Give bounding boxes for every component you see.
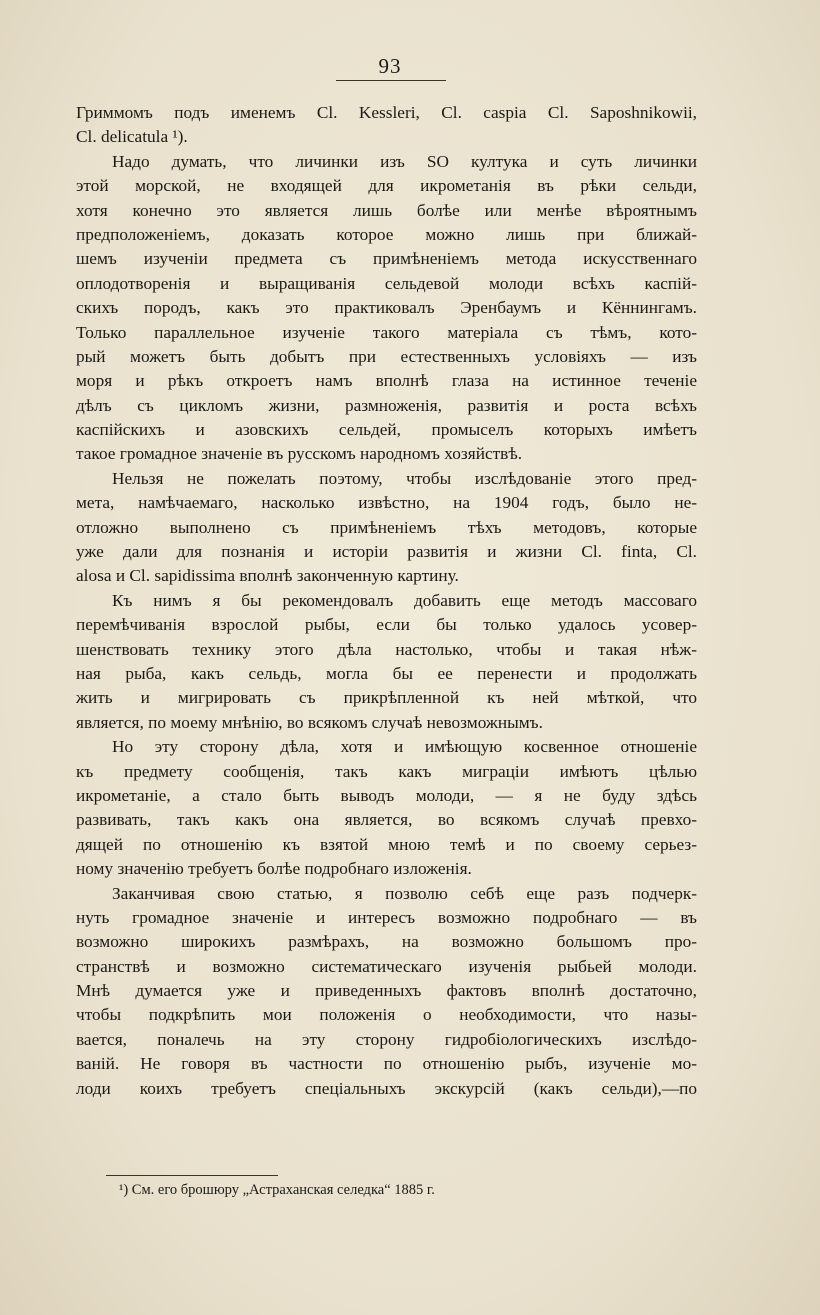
text-line: моря и рѣкъ откроетъ намъ вполнѣ глаза на истинное теченіе	[76, 371, 697, 391]
text-line: странствѣ и возможно систематическаго изученія рыбьей молоди.	[76, 956, 697, 976]
text-line: Надо думать, что личинки изъ SO култука и суть личинки	[112, 151, 697, 171]
footnote: ¹) См. его брошюру „Астраханская селедка“ 1885 г.	[119, 1182, 435, 1198]
text-line: каспійскихъ и азовскихъ сельдей, промыселъ которыхъ имѣетъ	[76, 420, 697, 440]
text-line: вается, поналечь на эту сторону гидробіологическихъ изслѣдо-	[76, 1029, 697, 1049]
text-line: къ предмету сообщенія, такъ какъ миграціи имѣютъ цѣлью	[76, 761, 697, 781]
text-line: возможно широкихъ размѣрахъ, на возможно большомъ про-	[76, 932, 697, 952]
text-line: Гриммомъ подъ именемъ Cl. Kessleri, Cl. caspia Cl. Saposhnikowii,	[76, 103, 697, 122]
text-line: Къ нимъ я бы рекомендовалъ добавить еще методъ массоваго	[112, 590, 697, 610]
text-line: жить и мигрировать съ прикрѣпленной къ ней мѣткой, что	[76, 688, 697, 708]
header-rule	[336, 80, 446, 81]
text-line: Заканчивая свою статью, я позволю себѣ еще разъ подчерк-	[112, 883, 697, 903]
text-line: уже дали для познанія и исторіи развитія и жизни Cl. finta, Cl.	[76, 542, 697, 562]
text-line: такое громадное значеніе въ русскомъ народномъ хозяйствѣ.	[76, 444, 523, 464]
page-number: 93	[378, 54, 402, 78]
footnote-rule	[106, 1175, 278, 1176]
text-line: Cl. delicatula ¹).	[76, 127, 188, 147]
text-line: дящей по отношенію къ взятой мною темѣ и по своему серьез-	[76, 834, 697, 854]
text-line: шенствовать технику этого дѣла настолько, чтобы и такая нѣж-	[76, 639, 697, 659]
text-line: этой морской, не входящей для икрометанія въ рѣки сельди,	[76, 176, 697, 196]
text-line: дѣлъ съ цикломъ жизни, размноженія, развитія и роста всѣхъ	[76, 395, 697, 415]
text-line: предположеніемъ, доказать которое можно лишь при ближай-	[76, 224, 697, 244]
text-line: скихъ породъ, какъ это практиковалъ Эренбаумъ и Кённингамъ.	[76, 298, 697, 318]
text-line: шемъ изученіи предмета съ примѣненіемъ метода искусственнаго	[76, 249, 697, 269]
text-line: Только параллельное изученіе такого матеріала съ тѣмъ, кото-	[76, 322, 697, 342]
text-line: ваній. Не говоря въ частности по отношенію рыбъ, изученіе мо-	[76, 1054, 697, 1074]
text-line: Но эту сторону дѣла, хотя и имѣющую косвенное отношеніе	[112, 737, 697, 757]
text-line: развивать, такъ какъ она является, во всякомъ случаѣ превхо-	[76, 810, 697, 830]
text-line: ная рыба, какъ сельдь, могла бы ее перенести и продолжать	[76, 663, 697, 683]
text-line: нуть громадное значеніе и интересъ возможно подробнаго — въ	[76, 907, 697, 927]
text-line: чтобы подкрѣпить мои положенія о необходимости, что назы-	[76, 1005, 697, 1025]
text-line: оплодотворенія и выращиванія сельдевой молоди всѣхъ каспій-	[76, 273, 697, 293]
text-line: икрометаніе, а стало быть выводъ молоди, — я не буду здѣсь	[76, 785, 697, 805]
text-line: рый можетъ быть добытъ при естественныхъ условіяхъ — изъ	[76, 346, 697, 366]
text-line: лоди коихъ требуетъ спеціальныхъ экскурсій (какъ сельди),—по	[76, 1078, 697, 1098]
text-line: alosa и Cl. sapidissima вполнѣ законченную картину.	[76, 566, 459, 586]
text-line: Мнѣ думается уже и приведенныхъ фактовъ вполнѣ достаточно,	[76, 981, 697, 1001]
text-line: мета, намѣчаемаго, насколько извѣстно, на 1904 годъ, было не-	[76, 493, 697, 513]
text-line: отложно выполнено съ примѣненіемъ тѣхъ методовъ, которые	[76, 517, 697, 537]
text-line: является, по моему мнѣнію, во всякомъ случаѣ невозможнымъ.	[76, 712, 543, 732]
body-text	[76, 101, 697, 1101]
text-line: перемѣчиванія взрослой рыбы, если бы только удалось усовер-	[76, 615, 697, 635]
text-line: Нельзя не пожелать поэтому, чтобы изслѣдованіе этого пред-	[112, 468, 697, 488]
text-line: ному значенію требуетъ болѣе подробнаго изложенія.	[76, 859, 472, 879]
text-line: хотя конечно это является лишь болѣе или менѣе вѣроятнымъ	[76, 200, 697, 220]
